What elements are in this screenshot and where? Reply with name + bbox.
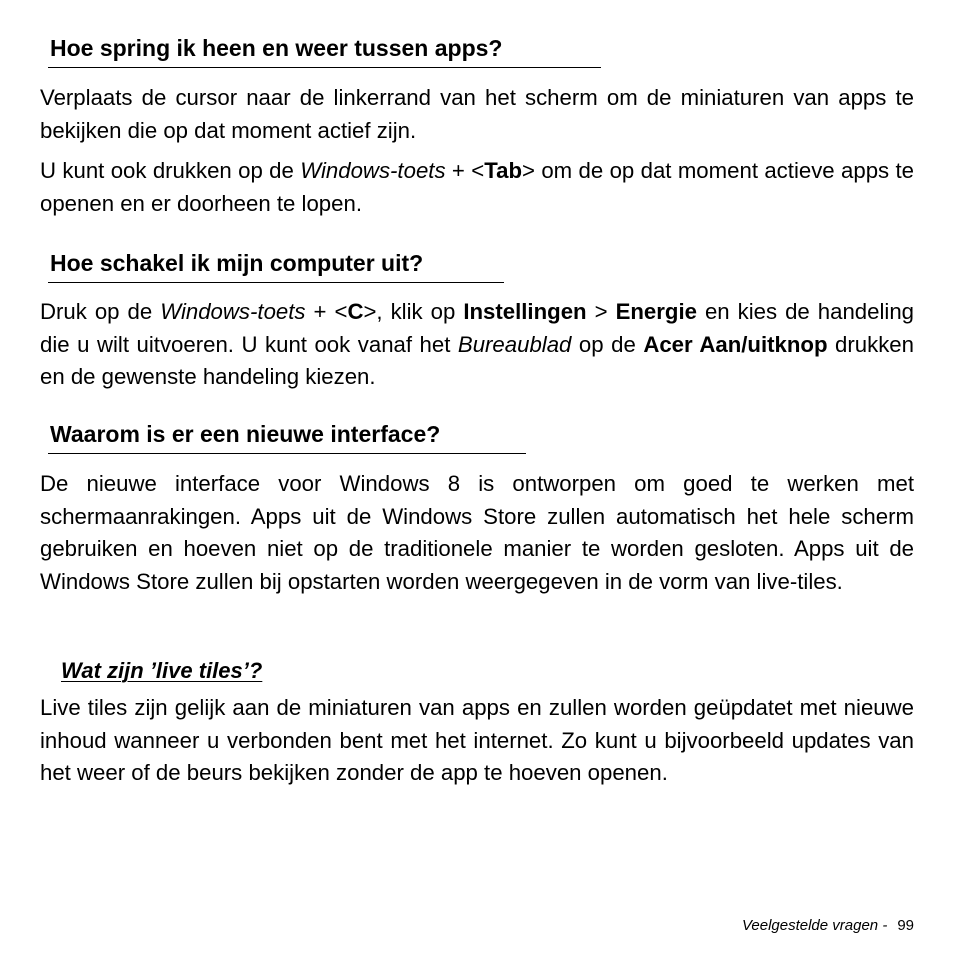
text-run: op de xyxy=(571,331,644,357)
page-number: 99 xyxy=(897,917,914,934)
paragraph-switch-apps-2 xyxy=(40,155,914,220)
text-run: U kunt ook drukken op de xyxy=(40,158,301,183)
subheading-live-tiles: Wat zijn ’live tiles’? xyxy=(61,658,263,683)
heading-text: Waarom is er een nieuwe interface? xyxy=(50,421,441,447)
text-run: drukken en de gewenste handeling kiezen. xyxy=(40,331,914,389)
paragraph-shutdown xyxy=(40,296,914,394)
text-run-bold: Acer Aan/uitknop xyxy=(643,331,828,357)
text-run: + < xyxy=(305,299,348,324)
heading-underline xyxy=(48,453,526,454)
text-run: en kies de handeling die u wilt uitvoeren. U kunt ook vanaf het xyxy=(40,299,914,357)
text-run: + < xyxy=(445,158,485,183)
text-run: >, klik op xyxy=(363,299,464,324)
text-run-bold: Energie xyxy=(615,299,697,324)
text-run-bold: Tab xyxy=(484,158,523,183)
text-run: > xyxy=(586,299,616,324)
heading-underline xyxy=(48,67,601,68)
text-run-italic: Bureaublad xyxy=(457,331,572,357)
page-footer xyxy=(742,917,914,934)
footer-section-title: Veelgestelde vragen - xyxy=(741,917,888,934)
paragraph-live-tiles: Live tiles zijn gelijk aan de miniaturen van apps en zullen worden geüpdatet met nieuwe inhoud wanneer u verbonden bent met het internet. Zo kunt u bijvoorbeeld updates van het weer of de beurs bekijken zonder de app te hoeven openen. xyxy=(40,695,914,785)
heading-text: Hoe schakel ik mijn computer uit? xyxy=(50,250,424,276)
text-run-italic: Windows-toets xyxy=(300,158,446,183)
text-run-bold: C xyxy=(347,299,364,324)
text-run: > om de op dat moment actieve apps te openen en er doorheen te lopen. xyxy=(40,158,914,216)
text-run: Druk op de xyxy=(40,299,161,324)
heading-new-interface xyxy=(50,420,440,448)
paragraph-new-interface: De nieuwe interface voor Windows 8 is ontworpen om goed te werken met schermaanrakingen. Apps uit de Windows Store zullen automatisch het hele scherm gebruiken en hoeven niet op de traditionele manier te worden gesloten. Apps uit de Windows Store zullen bij opstarten worden weergegeven in de vorm van live-tiles. xyxy=(40,471,914,594)
paragraph-switch-apps-1: Verplaats de cursor naar de linkerrand van het scherm om de miniaturen van apps te bekijken die op dat moment actief zijn. xyxy=(40,85,914,143)
text-run-italic: Windows-toets xyxy=(160,299,306,324)
heading-underline xyxy=(48,282,504,283)
text-run-bold: Instellingen xyxy=(463,299,587,324)
heading-shutdown xyxy=(50,249,423,277)
heading-text: Hoe spring ik heen en weer tussen apps? xyxy=(50,35,503,61)
heading-switch-apps xyxy=(50,34,502,62)
